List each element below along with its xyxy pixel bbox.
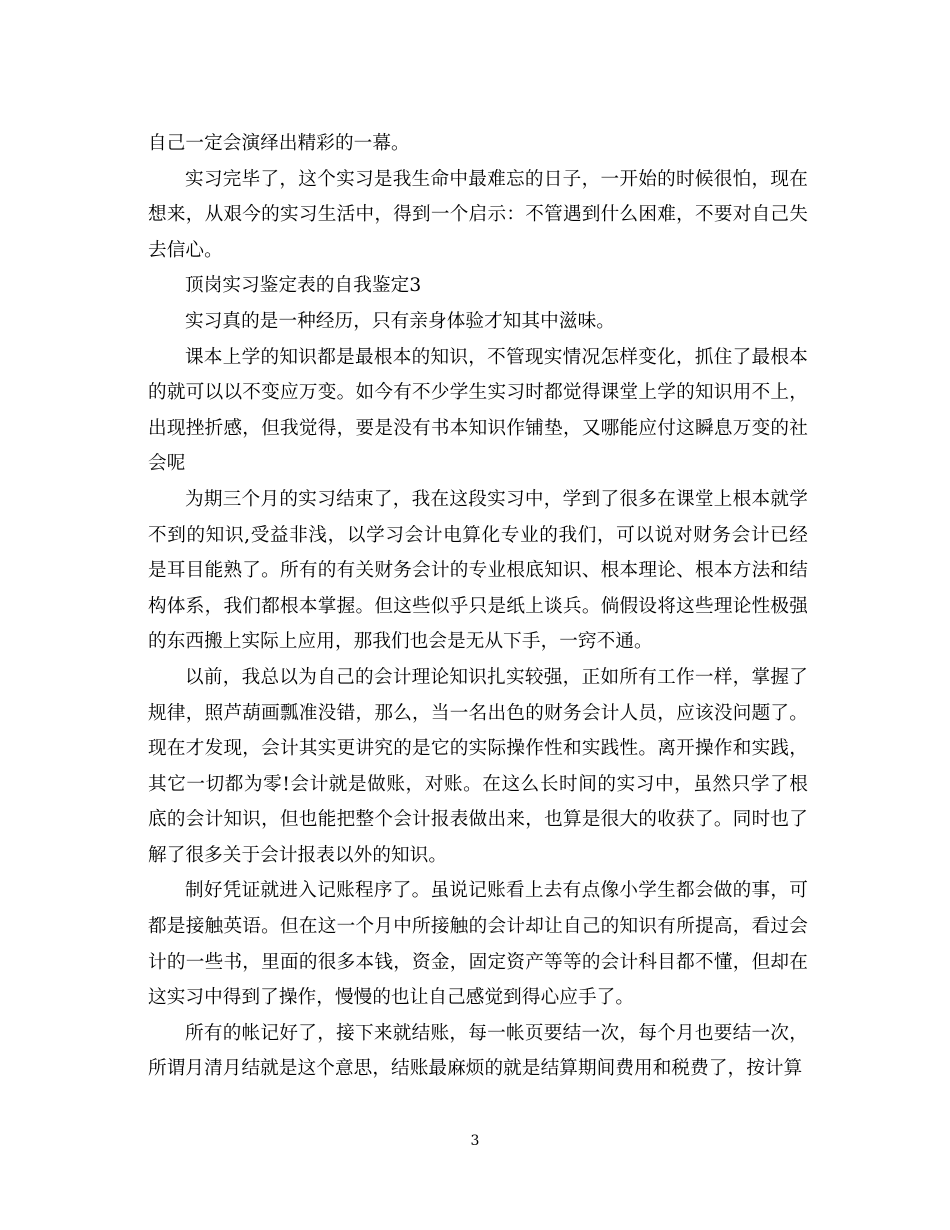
page-number: 3 [470, 1133, 480, 1149]
document-body [148, 126, 808, 1087]
paragraph: 课本上学的知识都是最根本的知识，不管现实情况怎样变化，抓住了最根本的就可以以不变应万变。如今有不少学生实习时都觉得课堂上学的知识用不上，出现挫折感，但我觉得，要是没有书本知识作铺垫，又哪能应付这瞬息万变的社会呢 [148, 346, 808, 475]
paragraph: 制好凭证就进入记账程序了。虽说记账看上去有点像小学生都会做的事，可都是接触英语。但在这一个月中所接触的会计却让自己的知识有所提高，看过会计的一些书，里面的很多本钱，资金，固定资产等等的会计科目都不懂，但却在这实习中得到了操作，慢慢的也让自己感觉到得心应手了。 [148, 880, 808, 1009]
paragraph: 以前，我总以为自己的会计理论知识扎实较强，正如所有工作一样，掌握了规律，照芦葫画瓢准没错，那么，当一名出色的财务会计人员，应该没问题了。现在才发现，会计其实更讲究的是它的实际操作性和实践性。离开操作和实践，其它一切都为零!会计就是做账，对账。在这么长时间的实习中，虽然只学了根底的会计知识，但也能把整个会计报表做出来，也算是很大的收获了。同时也了解了很多关于会计报表以外的知识。 [148, 666, 808, 866]
paragraph: 实习真的是一种经历，只有亲身体验才知其中滋味。 [185, 310, 615, 332]
section-heading: 顶岗实习鉴定表的自我鉴定3 [185, 275, 422, 297]
paragraph: 为期三个月的实习结束了，我在这段实习中，学到了很多在课堂上根本就学不到的知识,受益非浅，以学习会计电算化专业的我们，可以说对财务会计已经是耳目能熟了。所有的有关财务会计的专业根底知识、根本理论、根本方法和结构体系，我们都根本掌握。但这些似乎只是纸上谈兵。倘假设将这些理论性极强的东西搬上实际上应用，那我们也会是无从下手，一窍不通。 [148, 488, 808, 653]
paragraph: 实习完毕了，这个实习是我生命中最难忘的日子，一开始的时候很怕，现在想来，从艰今的实习生活中，得到一个启示：不管遇到什么困难，不要对自己失去信心。 [148, 168, 808, 261]
paragraph: 所有的帐记好了，接下来就结账，每一帐页要结一次，每个月也要结一次，所谓月清月结就是这个意思，结账最麻烦的就是结算期间费用和税费了，按计算 [148, 1022, 808, 1080]
paragraph-continuation: 自己一定会演绎出精彩的一幕。 [148, 133, 410, 154]
